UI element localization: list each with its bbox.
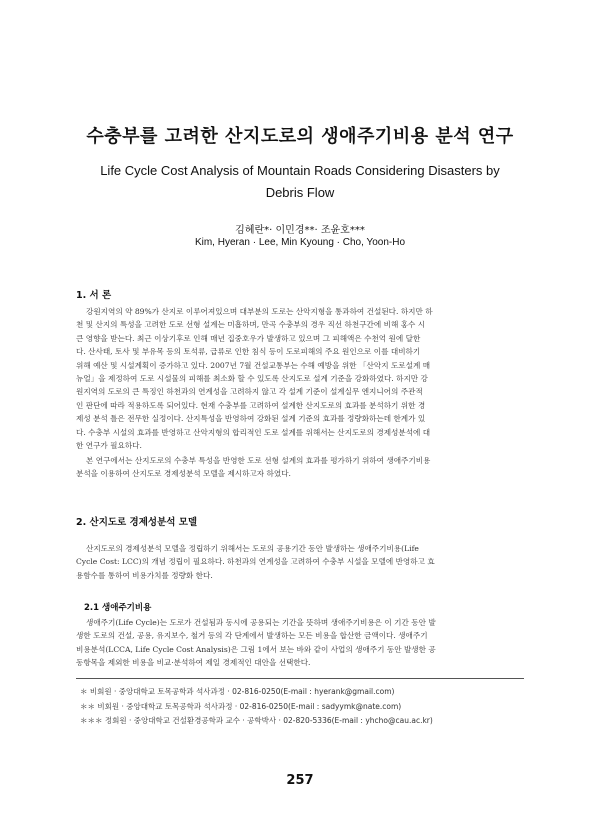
- text-line: 용함수를 통하여 비용가치를 정량화 한다.: [76, 570, 213, 580]
- text-line: 생한 도로의 건설, 공용, 유지보수, 철거 등의 각 단계에서 발생하는 모든 비용을 합산한 금액이다. 생애주기: [76, 631, 428, 641]
- text-line: 산지도로의 경제성분석 모델을 정립하기 위해서는 도로의 공용기간 동안 발생하는 생애주기비용(Life: [86, 544, 419, 553]
- paper-title-english: [90, 160, 510, 204]
- text-line: 동항목을 제외한 비용을 비교·분석하여 제일 경제적인 대안을 선택한다.: [76, 658, 311, 668]
- text-line: 큰 영향을 받는다. 최근 이상기후로 인해 매년 집중호우가 발생하고 있으며 그 피해액은 수천억 원에 달한: [76, 333, 421, 343]
- text-line: Cycle Cost: LCC)의 개념 정립이 필요하다. 하천과의 연계성을 고려하여 수충부 시설을 모델에 반영하고 효: [76, 557, 435, 567]
- footnote-3: ＊＊＊ 정회원 · 중앙대학교 건설환경공학과 교수 · 공학박사 · 02-820-5336(E-mail : yhcho@cau.ac.kr): [80, 716, 433, 725]
- text-line: 생애주기(Life Cycle)는 도로가 건설됨과 동시에 공용되는 기간을 뜻하며 생애주기비용은 이 기간 동안 발: [86, 618, 436, 627]
- text-line: 인 판단에 따라 적용하도록 되어있다. 현재 수충부를 고려하여 설계한 산지도로의 효과를 분석하기 위한 경: [76, 400, 426, 410]
- text-line: 원지역의 도로의 큰 특징인 하천과의 연계성을 고려하지 않고 각 설계 기준이 설계실무 엔지니어의 주관적: [76, 387, 423, 397]
- text-line: 다. 산사태, 토사 및 부유목 등의 토석류, 급류로 인한 침식 등이 도로피해의 주요 원인으로 이를 대비하기: [76, 347, 421, 357]
- section-1-paragraph-1: [76, 305, 524, 452]
- text-line: 강원지역의 약 89%가 산지로 이루어져있으며 대부분의 도로는 산악지형을 통과하여 건설된다. 하지만 하: [86, 307, 433, 316]
- text-line: 분석을 이용하여 산지도로 경제성분석 모델을 제시하고자 하였다.: [76, 469, 291, 479]
- text-line: 한 연구가 필요하다.: [76, 441, 142, 451]
- text-line: 다. 수충부 시설의 효과를 반영하고 산악지형의 합리적인 도로 설계를 위해서는 산지도로의 경제성분석에 대: [76, 427, 431, 437]
- text-line: 천 및 산지의 특성을 고려한 도로 선형 설계는 미흡하며, 만곡 수충부의 경우 직선 하천구간에 비해 홍수 시: [76, 320, 426, 330]
- footnote-2: ＊＊ 비회원 · 중앙대학교 토목공학과 석사과정 · 02-816-0250(E-mail : sadyymk@nate.com): [80, 701, 402, 711]
- footnote-divider: [76, 678, 524, 679]
- title-en-line-2: Debris Flow: [265, 185, 335, 200]
- page-number: 257: [286, 773, 314, 788]
- section-1-paragraph-2: [76, 454, 524, 481]
- section-2-paragraph-1: [76, 542, 524, 582]
- text-line: 위해 예산 및 시설계획이 증가하고 있다. 2007년 7월 건설교통부는 수해 예방을 위한 「산악지 도로설계 매: [76, 360, 431, 370]
- text-line: 비용분석(LCCA, Life Cycle Cost Analysis)은 그림 1에서 보는 바와 같이 사업의 생애주기 동안 발생한 공: [76, 644, 436, 654]
- authors-korean: 김혜란*· 이민경**· 조윤호***: [235, 225, 365, 236]
- text-line: 본 연구에서는 산지도로의 수충부 특성을 반영한 도로 선형 설계의 효과를 평가하기 위하여 생애주기비용: [86, 456, 431, 465]
- text-line: 뉴얼」을 제정하여 도로 시설물의 피해를 최소화 할 수 있도록 산지도로 설계 기준을 강화하였다. 하지만 강: [76, 374, 428, 384]
- section-2-1-heading: 2.1 생애주기비용: [84, 603, 152, 613]
- authors-english: Kim, Hyeran · Lee, Min Kyoung · Cho, Yoon-Ho: [194, 237, 406, 248]
- title-en-line-1: Life Cycle Cost Analysis of Mountain Roads Considering Disasters by: [100, 163, 500, 178]
- section-2-heading: 2. 산지도로 경제성분석 모델: [76, 517, 198, 528]
- footnote-1: ＊ 비회원 · 중앙대학교 토목공학과 석사과정 · 02-816-0250(E-mail : hyerank@gmail.com): [80, 687, 395, 696]
- footnotes: [80, 685, 524, 729]
- section-2-1-paragraph-1: [76, 616, 524, 670]
- text-line: 제성 분석 틀은 전무한 실정이다. 산지특성을 반영하여 강화된 설계 기준의 효과를 정량화하는데 한계가 있: [76, 414, 426, 424]
- section-1-heading: 1. 서 론: [76, 290, 112, 301]
- paper-title-korean: 수충부를 고려한 산지도로의 생애주기비용 분석 연구: [86, 126, 514, 147]
